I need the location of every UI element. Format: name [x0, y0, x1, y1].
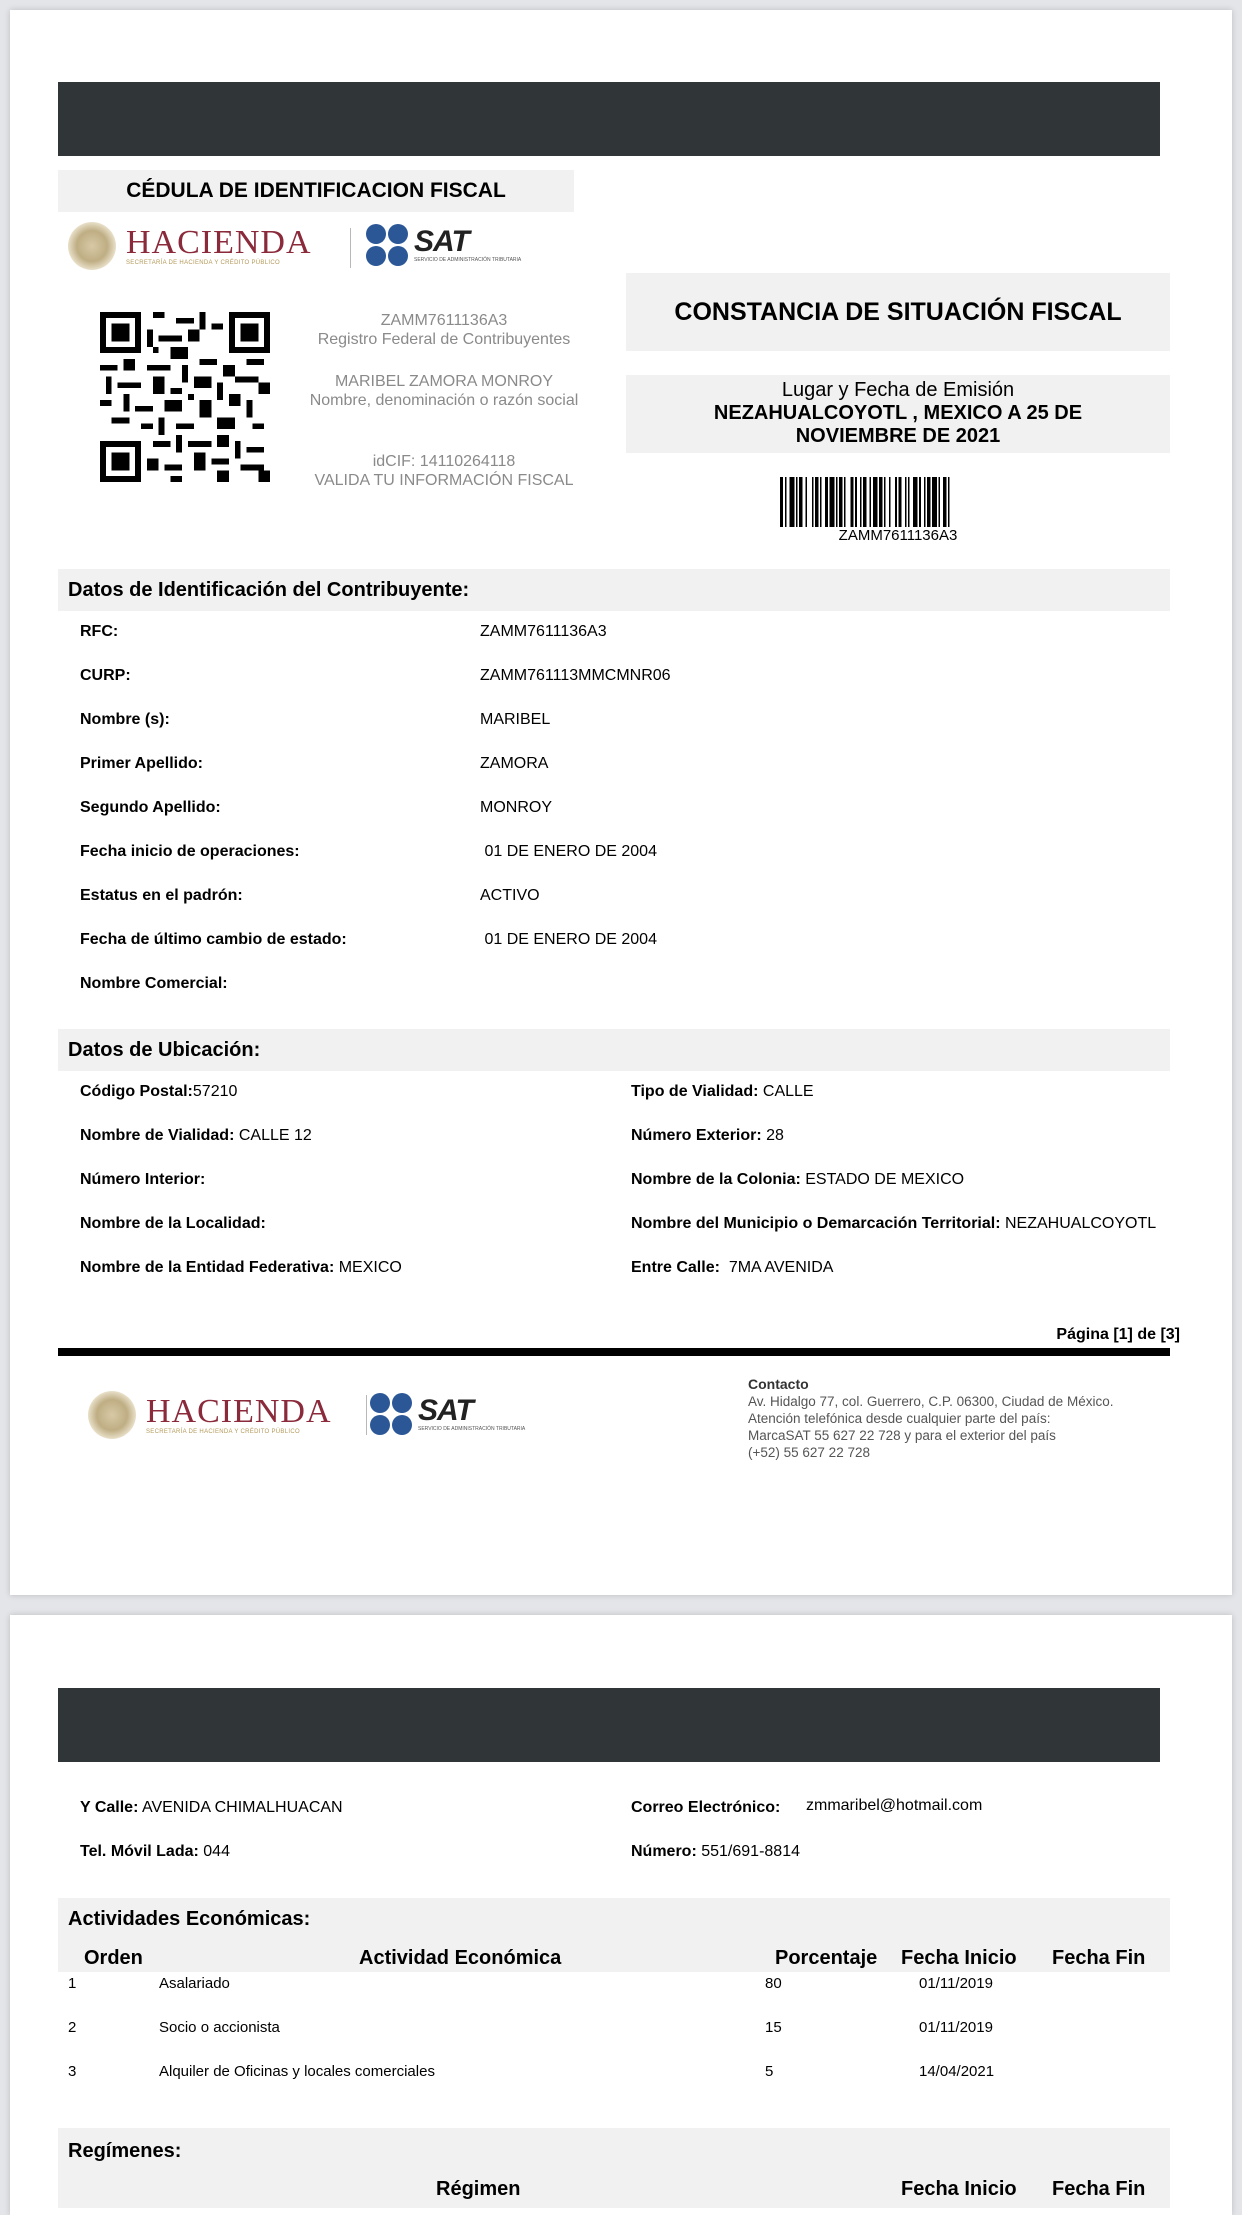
footer-sat-subtext: SERVICIO DE ADMINISTRACIÓN TRIBUTARIA: [418, 1426, 526, 1432]
hacienda-sat-logo: [68, 222, 568, 272]
ident-label: Fecha inicio de operaciones:: [80, 843, 300, 860]
contacto-line-1: Av. Hidalgo 77, col. Guerrero, C.P. 06300, Ciudad de México.: [748, 1394, 1114, 1409]
ident-value: ACTIVO: [480, 887, 540, 904]
cedula-idcif: idCIF: 14110264118: [372, 453, 516, 470]
footer-sat-dots-icon: [370, 1393, 412, 1435]
ident-label: Nombre Comercial:: [80, 975, 228, 992]
ubicacion-field: Nombre de Vialidad: CALLE 12: [80, 1127, 312, 1144]
ident-value: MONROY: [480, 799, 552, 816]
ubicacion-section-title: Datos de Ubicación:: [58, 1029, 1170, 1071]
ubicacion-field: Código Postal:57210: [80, 1083, 238, 1100]
ident-label: Primer Apellido:: [80, 755, 203, 772]
mexico-seal-icon: [68, 222, 116, 270]
ident-label: RFC:: [80, 623, 119, 640]
contacto-line-3: MarcaSAT 55 627 22 728 y para el exterior del país: [748, 1428, 1056, 1443]
qr-code: [100, 312, 270, 482]
actividad-cell-actividad: Socio o accionista: [159, 2019, 280, 2036]
cedula-name-label: Nombre, denominación o razón social: [309, 392, 579, 409]
ubicacion-field: Entre Calle: 7MA AVENIDA: [631, 1259, 834, 1276]
ident-value: ZAMM7611136A3: [480, 623, 607, 640]
ident-value: 01 DE ENERO DE 2004: [480, 931, 657, 948]
ident-label: Nombre (s):: [80, 711, 170, 728]
sat-logo-text: SAT: [414, 225, 469, 258]
cedula-valida: VALIDA TU INFORMACIÓN FISCAL: [314, 472, 574, 489]
actividad-cell-porcentaje: 15: [765, 2019, 782, 2036]
actividad-cell-inicio: 14/04/2021: [919, 2063, 995, 2080]
sat-logo-subtext: SERVICIO DE ADMINISTRACIÓN TRIBUTARIA: [414, 257, 522, 263]
actividad-cell-actividad: Asalariado: [159, 1975, 230, 1992]
ubicacion-field: Nombre de la Localidad:: [80, 1215, 266, 1232]
lugar-fecha-box: [626, 375, 1170, 453]
header-bar: [58, 82, 1160, 156]
header-bar-page-2: [58, 1688, 1160, 1762]
contacto-title: Contacto: [748, 1376, 809, 1392]
col-fecha-fin: Fecha Fin: [1052, 1947, 1146, 1969]
constancia-title: CONSTANCIA DE SITUACIÓN FISCAL: [626, 273, 1170, 351]
lugar-label: Lugar y Fecha de Emisión: [781, 379, 1015, 401]
col-regimen: Régimen: [436, 2178, 521, 2200]
ident-label: Estatus en el padrón:: [80, 887, 243, 904]
actividad-cell-inicio: 01/11/2019: [919, 1975, 993, 1992]
actividad-cell-orden: 1: [68, 1975, 77, 1992]
hacienda-logo-text: HACIENDA: [126, 224, 312, 261]
footer-sat-text: SAT: [418, 1394, 473, 1427]
ubicacion-field: Número Exterior: 28: [631, 1127, 784, 1144]
barcode-text: ZAMM7611136A3: [838, 527, 958, 544]
col-actividad: Actividad Económica: [359, 1947, 562, 1969]
ubicacion-field: Nombre del Municipio o Demarcación Territorial: NEZAHUALCOYOTL: [631, 1215, 1157, 1232]
col-fecha-inicio: Fecha Inicio: [901, 1947, 1017, 1969]
actividad-cell-orden: 3: [68, 2063, 77, 2080]
actividad-cell-inicio: 01/11/2019: [919, 2019, 993, 2036]
footer-mexico-seal-icon: [88, 1391, 136, 1439]
y-calle-field: Y Calle: AVENIDA CHIMALHUACAN: [80, 1799, 343, 1816]
col-orden: Orden: [84, 1947, 143, 1969]
sat-dots-icon: [366, 224, 408, 266]
correo-field: Correo Electrónico:: [631, 1799, 781, 1816]
col-regimen-fecha-inicio: Fecha Inicio: [901, 2178, 1017, 2200]
cedula-title: CÉDULA DE IDENTIFICACION FISCAL: [58, 170, 574, 212]
footer-divider: [58, 1348, 1170, 1356]
footer-hacienda-sat-logo: [88, 1385, 608, 1445]
ident-value: ZAMM761113MMCMNR06: [480, 667, 671, 684]
contacto-line-4: (+52) 55 627 22 728: [748, 1445, 870, 1460]
ident-value: 01 DE ENERO DE 2004: [480, 843, 657, 860]
page-number: Página [1] de [3]: [1056, 1326, 1180, 1343]
ubicacion-field: Nombre de la Colonia: ESTADO DE MEXICO: [631, 1171, 965, 1188]
actividad-cell-porcentaje: 5: [765, 2063, 774, 2080]
barcode: [780, 477, 1016, 527]
numero-field: Número: 551/691-8814: [631, 1843, 800, 1860]
correo-value: zmmaribel@hotmail.com: [806, 1797, 983, 1814]
col-porcentaje: Porcentaje: [775, 1947, 878, 1969]
footer-hacienda-subtext: SECRETARÍA DE HACIENDA Y CRÉDITO PÚBLICO: [146, 1429, 300, 1435]
actividad-cell-orden: 2: [68, 2019, 77, 2036]
ident-label: Fecha de último cambio de estado:: [80, 931, 347, 948]
contacto-line-2: Atención telefónica desde cualquier parte del país:: [748, 1411, 1051, 1426]
identificacion-section-title: Datos de Identificación del Contribuyente:: [58, 569, 1170, 611]
lugar-value: NEZAHUALCOYOTL , MEXICO A 25 DE NOVIEMBRE DE 2021: [713, 402, 1083, 447]
ident-value: MARIBEL: [480, 711, 551, 728]
contacto-block: [748, 1376, 1168, 1461]
ident-value: ZAMORA: [480, 755, 549, 772]
actividad-cell-actividad: Alquiler de Oficinas y locales comerciales: [159, 2063, 435, 2080]
ubicacion-field: Nombre de la Entidad Federativa: MEXICO: [80, 1259, 402, 1276]
regimenes-title: Regímenes:: [68, 2140, 182, 2162]
actividades-title: Actividades Económicas:: [68, 1908, 311, 1930]
cedula-rfc-label: Registro Federal de Contribuyentes: [317, 331, 571, 348]
actividad-cell-porcentaje: 80: [765, 1975, 782, 1992]
ubicacion-field: Número Interior:: [80, 1171, 206, 1188]
col-regimen-fecha-fin: Fecha Fin: [1052, 2178, 1146, 2200]
cedula-rfc: ZAMM7611136A3: [380, 312, 508, 329]
cedula-name: MARIBEL ZAMORA MONROY: [334, 373, 554, 390]
tel-field: Tel. Móvil Lada: 044: [80, 1843, 230, 1860]
ubicacion-field: Tipo de Vialidad: CALLE: [631, 1083, 814, 1100]
hacienda-logo-subtext: SECRETARÍA DE HACIENDA Y CRÉDITO PÚBLICO: [126, 260, 280, 266]
ident-label: CURP:: [80, 667, 131, 684]
ident-label: Segundo Apellido:: [80, 799, 221, 816]
footer-hacienda-text: HACIENDA: [146, 1393, 332, 1430]
